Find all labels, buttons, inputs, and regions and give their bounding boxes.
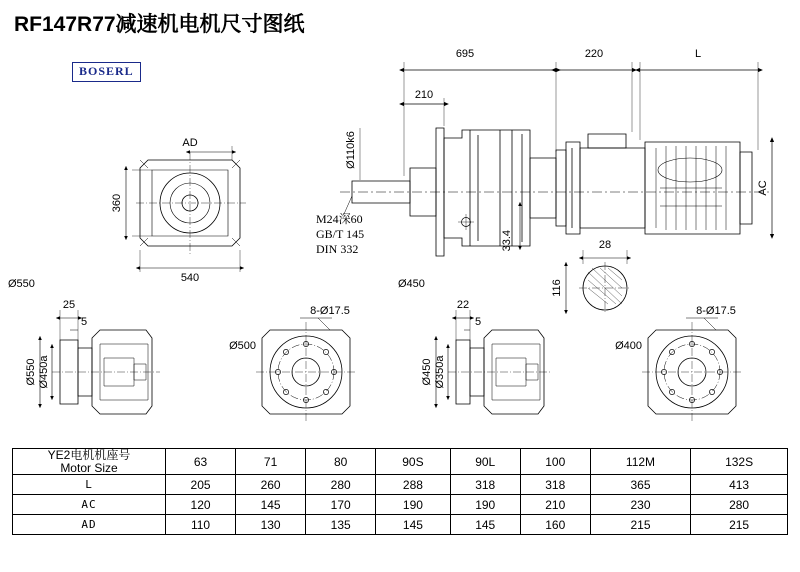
dim-od-450: Ø450: [421, 358, 433, 386]
table-cell-AD-5: 160: [520, 515, 590, 535]
table-row-label-L: L: [13, 475, 166, 495]
table-cell-size-6: 112M: [590, 449, 690, 475]
dim-210: 210: [414, 89, 434, 101]
table-header-label: [13, 449, 166, 475]
dim-AC: AC: [757, 180, 769, 196]
table-cell-AC-0: 120: [166, 495, 236, 515]
table-row-label-AD: AD: [13, 515, 166, 535]
table-cell-L-3: 288: [376, 475, 450, 495]
dim-400: Ø400: [615, 340, 642, 352]
dim-AD: AD: [182, 137, 198, 149]
table-cell-L-7: 413: [691, 475, 788, 495]
dim-220: 220: [584, 48, 604, 60]
dim-450-main: Ø450: [398, 278, 425, 290]
table-cell-AD-2: 135: [306, 515, 376, 535]
thread-spec-line2: GB/T 145: [316, 227, 365, 241]
dim-8x17-5-a: 8-Ø17.5: [310, 305, 350, 317]
dim-22: 22: [456, 299, 470, 311]
table-cell-AC-7: 280: [691, 495, 788, 515]
table-row-L: [13, 475, 788, 495]
table-cell-AC-1: 145: [236, 495, 306, 515]
table-cell-AC-6: 230: [590, 495, 690, 515]
table-cell-size-7: 132S: [691, 449, 788, 475]
table-cell-L-6: 365: [590, 475, 690, 495]
table-cell-L-5: 318: [520, 475, 590, 495]
table-header-label-en: Motor Size: [60, 460, 118, 475]
table-cell-size-2: 80: [306, 449, 376, 475]
page-title: RF147R77减速机电机尺寸图纸: [14, 13, 305, 36]
table-cell-size-0: 63: [166, 449, 236, 475]
table-cell-AC-5: 210: [520, 495, 590, 515]
dim-550-main: Ø550: [8, 278, 35, 290]
table-cell-L-2: 280: [306, 475, 376, 495]
dim-od-350a: Ø350a: [434, 355, 446, 389]
table-cell-AD-0: 110: [166, 515, 236, 535]
table-cell-size-5: 100: [520, 449, 590, 475]
table-row-AD: [13, 515, 788, 535]
table-header-label-cn: YE2电机机座号: [47, 448, 131, 462]
dim-5-b: 5: [474, 316, 482, 328]
thread-spec-line1: M24深60: [316, 212, 363, 226]
dim-540: 540: [180, 272, 200, 284]
dim-360: 360: [111, 193, 123, 213]
dim-od-550: Ø550: [25, 358, 37, 386]
table-cell-L-1: 260: [236, 475, 306, 495]
thread-spec-line3: DIN 332: [316, 242, 359, 256]
table-cell-AC-2: 170: [306, 495, 376, 515]
dim-od-450a: Ø450a: [38, 355, 50, 389]
table-row-header: [13, 449, 788, 475]
table-cell-size-3: 90S: [376, 449, 450, 475]
table-cell-AD-6: 215: [590, 515, 690, 535]
dim-500: Ø500: [229, 340, 256, 352]
dim-25: 25: [62, 299, 76, 311]
table-cell-size-4: 90L: [450, 449, 520, 475]
dim-28: 28: [598, 239, 612, 251]
table-cell-AC-3: 190: [376, 495, 450, 515]
table-cell-L-0: 205: [166, 475, 236, 495]
brand-logo: BOSERL: [72, 62, 141, 82]
table-cell-AD-7: 215: [691, 515, 788, 535]
table-row-label-AC: AC: [13, 495, 166, 515]
dim-L: L: [694, 48, 702, 60]
table-cell-size-1: 71: [236, 449, 306, 475]
dim-116: 116: [551, 279, 563, 297]
table-cell-AD-4: 145: [450, 515, 520, 535]
dim-5-a: 5: [80, 316, 88, 328]
table-cell-L-4: 318: [450, 475, 520, 495]
motor-size-table: [12, 448, 788, 535]
table-cell-AD-3: 145: [376, 515, 450, 535]
dim-695: 695: [455, 48, 475, 60]
dim-110k6: Ø110k6: [345, 131, 357, 169]
dim-8x17-5-b: 8-Ø17.5: [696, 305, 736, 317]
table-cell-AD-1: 130: [236, 515, 306, 535]
table-row-AC: [13, 495, 788, 515]
dim-33-4: 33.4: [501, 230, 513, 252]
table-cell-AC-4: 190: [450, 495, 520, 515]
